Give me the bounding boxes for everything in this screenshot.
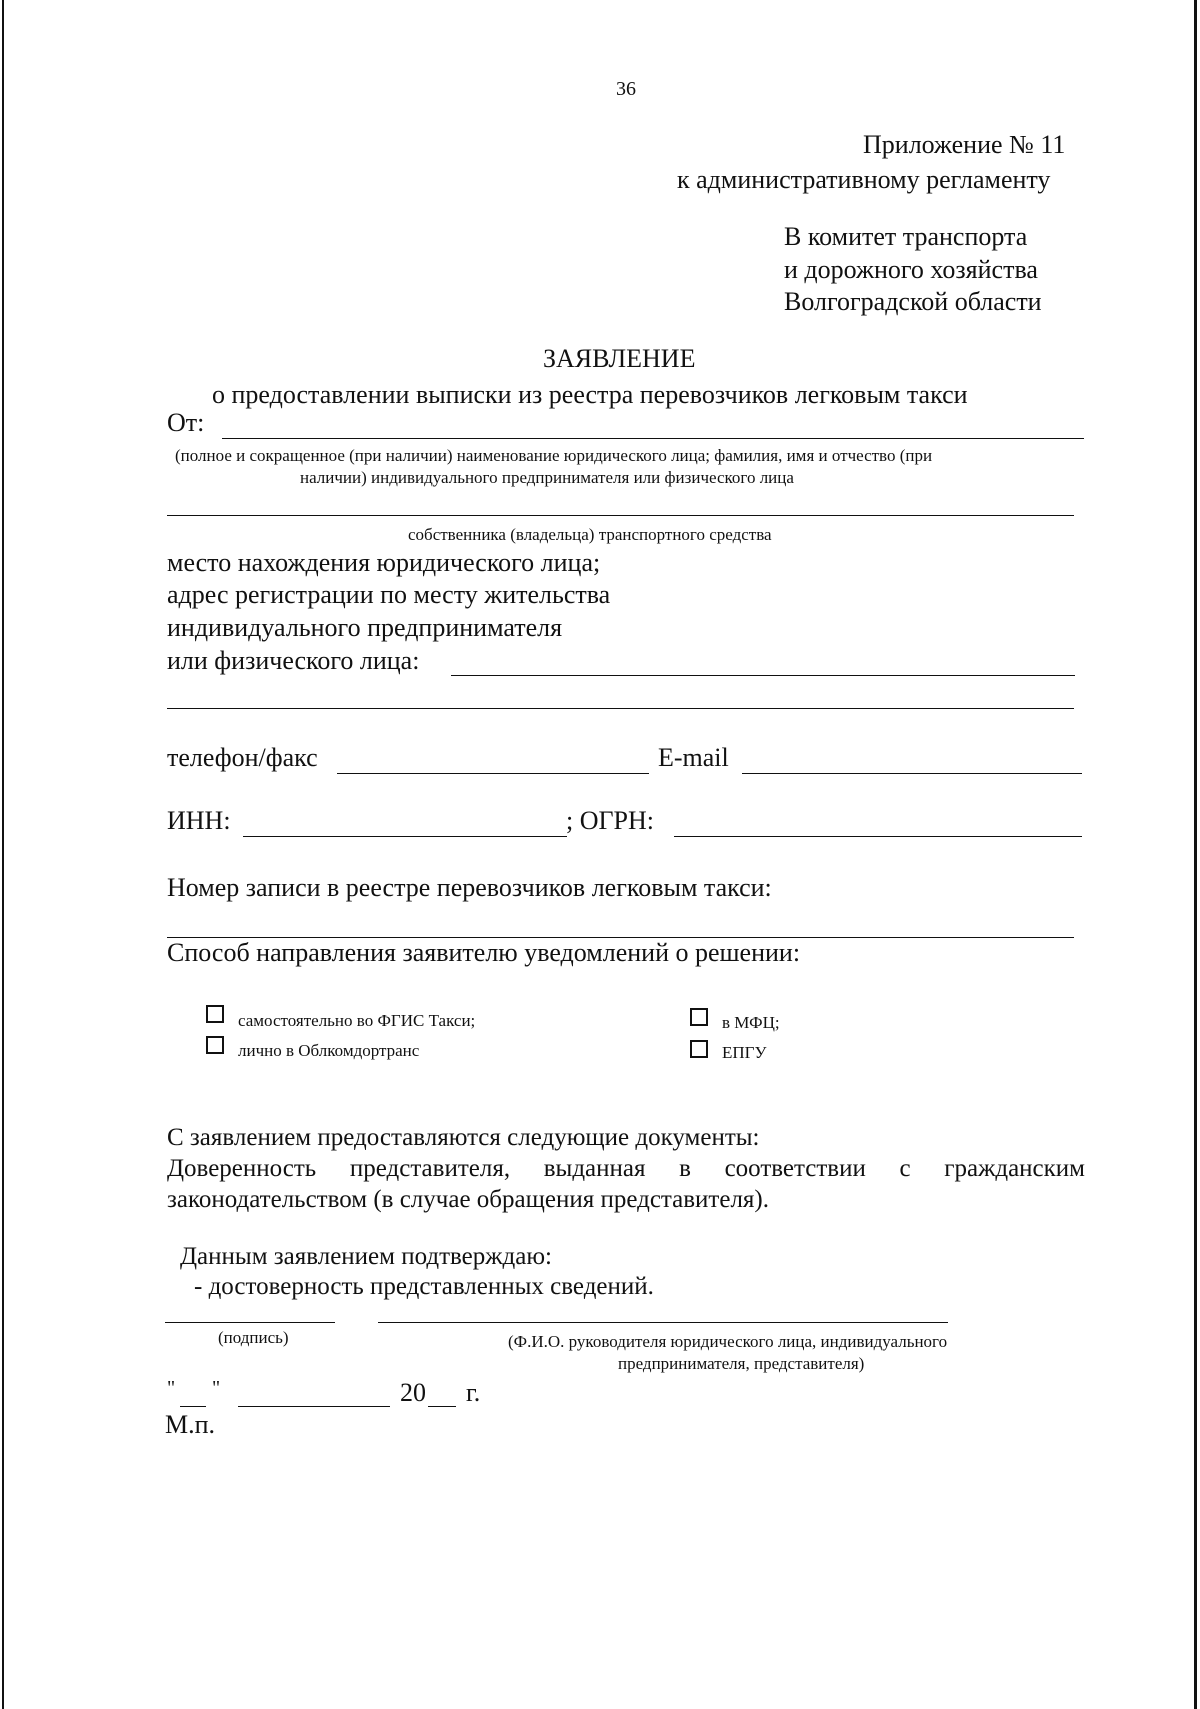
email-field-line[interactable] xyxy=(742,773,1082,774)
address-line-4: или физического лица: xyxy=(167,646,420,675)
from-field-line[interactable] xyxy=(222,438,1084,439)
ogrn-field-line[interactable] xyxy=(674,836,1082,837)
page-number: 36 xyxy=(616,78,636,100)
date-year-suffix: г. xyxy=(466,1378,481,1407)
addressee-line-2: и дорожного хозяйства xyxy=(784,255,1038,284)
checkbox-fgis[interactable] xyxy=(206,1005,224,1023)
from-hint-line-2: наличии) индивидуального предпринимателя или физического лица xyxy=(300,468,794,487)
checkbox-epgu[interactable] xyxy=(690,1040,708,1058)
date-day-line[interactable] xyxy=(180,1406,206,1407)
confirm-item: - достоверность представленных сведений. xyxy=(194,1273,654,1300)
date-year-prefix: 20 xyxy=(400,1378,426,1407)
appendix-title: Приложение № 11 xyxy=(863,130,1066,159)
document-subtitle: о предоставлении выписки из реестра перевозчиков легковым такси xyxy=(212,380,968,409)
address-field-line-2[interactable] xyxy=(167,708,1074,709)
addressee-line-3: Волгоградской области xyxy=(784,287,1042,316)
phone-label: телефон/факс xyxy=(167,743,318,772)
option-mfc-label: в МФЦ; xyxy=(722,1013,780,1032)
signature-hint: (подпись) xyxy=(218,1328,289,1347)
address-line-1: место нахождения юридического лица; xyxy=(167,548,601,577)
phone-field-line[interactable] xyxy=(337,773,649,774)
confirm-heading: Данным заявлением подтверждаю: xyxy=(180,1243,552,1270)
documents-heading: С заявлением предоставляются следующие документы: xyxy=(167,1124,760,1151)
option-oblkom-label: лично в Облкомдортранс xyxy=(238,1041,420,1060)
date-year-line[interactable] xyxy=(428,1406,456,1407)
inn-field-line[interactable] xyxy=(243,836,567,837)
option-fgis-label: самостоятельно во ФГИС Такси; xyxy=(238,1011,476,1030)
documents-line-2: законодательством (в случае обращения представителя). xyxy=(167,1186,770,1213)
document-title: ЗАЯВЛЕНИЕ xyxy=(543,344,696,373)
method-label: Способ направления заявителю уведомлений о решении: xyxy=(167,938,801,967)
owner-hint: собственника (владельца) транспортного средства xyxy=(408,525,772,544)
email-label: E-mail xyxy=(658,743,729,772)
stamp-label: М.п. xyxy=(165,1410,216,1439)
inn-label: ИНН: xyxy=(167,806,231,835)
option-epgu-label: ЕПГУ xyxy=(722,1043,767,1062)
owner-field-line[interactable] xyxy=(167,515,1074,516)
appendix-reglament: к административному регламенту xyxy=(677,165,1051,194)
address-line-2: адрес регистрации по месту жительства xyxy=(167,580,611,609)
signature-line[interactable] xyxy=(165,1322,335,1323)
scan-edge-left xyxy=(2,0,4,1709)
date-quote-close: " xyxy=(212,1377,221,1399)
fio-line[interactable] xyxy=(378,1322,948,1323)
address-line-3: индивидуального предпринимателя xyxy=(167,613,563,642)
from-label: От: xyxy=(167,408,205,437)
registry-label: Номер записи в реестре перевозчиков легковым такси: xyxy=(167,873,772,902)
addressee-line-1: В комитет транспорта xyxy=(784,222,1028,251)
fio-hint-line-2: предпринимателя, представителя) xyxy=(618,1354,865,1373)
date-month-line[interactable] xyxy=(238,1406,390,1407)
address-field-line-1[interactable] xyxy=(451,675,1075,676)
date-quote-open: " xyxy=(167,1377,176,1399)
fio-hint-line-1: (Ф.И.О. руководителя юридического лица, индивидуального xyxy=(508,1332,948,1351)
from-hint-line-1: (полное и сокращенное (при наличии) наименование юридического лица; фамилия, имя и отчество (при xyxy=(175,446,933,465)
scan-edge-right xyxy=(1194,0,1197,1709)
documents-line-1: Доверенность представителя, выданная в соответствии с гражданским xyxy=(167,1155,1085,1182)
checkbox-oblkom[interactable] xyxy=(206,1036,224,1054)
ogrn-label: ; ОГРН: xyxy=(566,806,654,835)
checkbox-mfc[interactable] xyxy=(690,1008,708,1026)
